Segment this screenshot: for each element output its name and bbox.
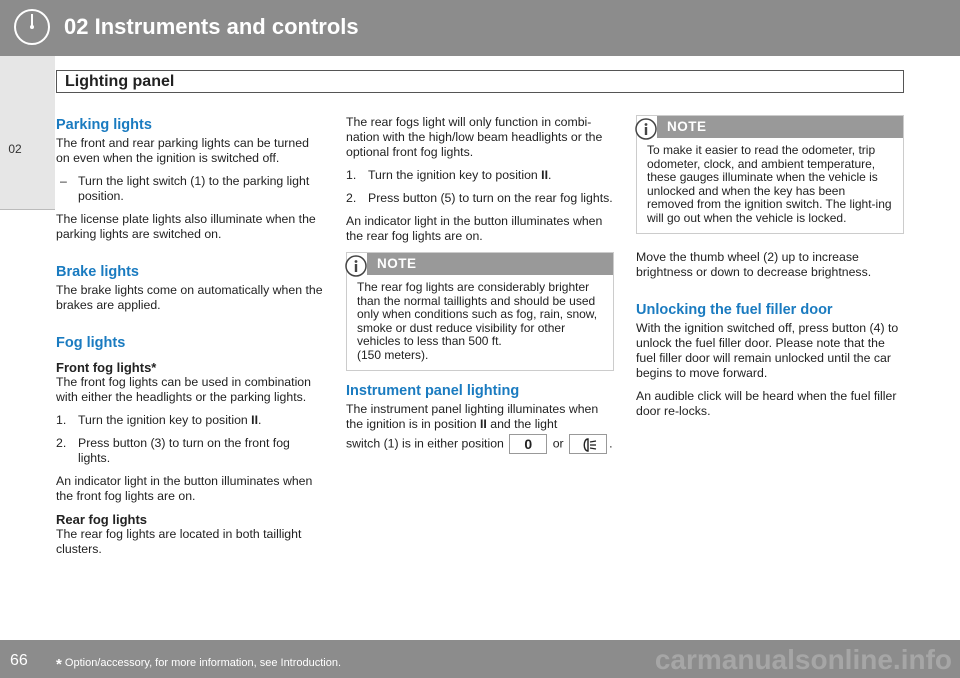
- heading-parking-lights: Parking lights: [56, 117, 152, 133]
- note-text: To make it easier to read the odometer, trip odometer, clock, and ambient temperature, these gauges illuminate when the vehicle is unlocked and when the key has been removed from the ignition switch. The light-ing will go out when the vehicle is locked.: [647, 143, 892, 225]
- paragraph-indicator: An indicator light in the button illuminates when the front fog lights are on.: [56, 474, 313, 503]
- list-item: 1. Turn the ignition key to position II.: [56, 413, 262, 427]
- subheading-front-fog: Front fog lights*: [56, 360, 157, 375]
- subheading-rear-fog: Rear fog lights: [56, 512, 148, 527]
- watermark: carmanualsonline.info: [654, 644, 952, 675]
- footnote: * Option/accessory, for more information, see Introduction.: [56, 656, 342, 673]
- paragraph-instrument: The instrument panel lighting illuminates when the ignition is in position II and the light: [346, 402, 599, 431]
- page-footer: [0, 640, 960, 678]
- list-item: – Turn the light switch (1) to the parking light position.: [56, 174, 324, 204]
- bullet-dash: –: [60, 174, 67, 188]
- heading-fuel-door: Unlocking the fuel filler door: [636, 302, 833, 318]
- headlight-icon: [569, 434, 607, 454]
- page-number: 66: [10, 652, 28, 669]
- chapter-header: [0, 0, 960, 56]
- gauge-icon: [12, 7, 52, 47]
- note-label: NOTE: [667, 119, 707, 134]
- paragraph-rear-fog: The rear fog lights are located in both taillight clusters.: [56, 527, 302, 556]
- list-item: 1. Turn the ignition key to position II.: [346, 168, 552, 182]
- note-label: NOTE: [377, 256, 417, 271]
- section-title: Lighting panel: [65, 73, 175, 90]
- note-box: [346, 252, 614, 371]
- paragraph-rear-only: The rear fogs light will only function in combi-nation with the high/low beam headlights or the optional front fog lights.: [346, 115, 603, 159]
- paragraph-brake: The brake lights come on automatically when the brakes are applied.: [56, 283, 323, 312]
- note-box: [636, 115, 904, 234]
- chapter-side-tab: [0, 56, 55, 210]
- info-icon: [635, 118, 657, 140]
- info-icon: [345, 255, 367, 277]
- paragraph-license: The license plate lights also illuminate when the parking lights are switched on.: [56, 212, 316, 241]
- list-item: 2. Press button (3) to turn on the front fog lights.: [56, 436, 290, 465]
- paragraph-fuel: With the ignition switched off, press button (4) to unlock the fuel filler door. Please note that the fuel filler door will remain unlocked until the car begins to move forward.: [636, 321, 899, 380]
- paragraph-indicator: An indicator light in the button illuminates when the rear fog lights are on.: [346, 214, 603, 243]
- chapter-side-tab-number: 02: [8, 142, 22, 156]
- heading-instrument-lighting: Instrument panel lighting: [346, 383, 520, 399]
- heading-brake-lights: Brake lights: [56, 264, 139, 280]
- paragraph-instrument-switch: switch (1) is in either position 0 or .: [346, 436, 613, 452]
- zero-position-symbol: 0: [509, 434, 547, 454]
- column-3: [636, 115, 904, 427]
- paragraph-front-fog: The front fog lights can be used in combination with either the headlights or the parking lights.: [56, 375, 311, 404]
- column-2: [346, 115, 614, 462]
- section-header: [56, 70, 904, 93]
- note-text: The rear fog lights are considerably brighter than the normal taillights and should be used only when conditions such as fog, rain, snow, smoke or dust reduce visibility for other vehicles to less than 500 ft. (150 meters).: [357, 280, 598, 362]
- list-item: 2. Press button (5) to turn on the rear fog lights.: [346, 191, 613, 205]
- heading-fog-lights: Fog lights: [56, 335, 126, 351]
- paragraph-click: An audible click will be heard when the fuel filler door re-locks.: [636, 389, 897, 418]
- chapter-title: 02 Instruments and controls: [64, 14, 359, 39]
- paragraph-parking: The front and rear parking lights can be turned on even when the ignition is switched off.: [56, 136, 309, 165]
- column-1: [56, 117, 324, 565]
- paragraph-thumb-wheel: Move the thumb wheel (2) up to increase brightness or down to decrease brightness.: [636, 250, 872, 279]
